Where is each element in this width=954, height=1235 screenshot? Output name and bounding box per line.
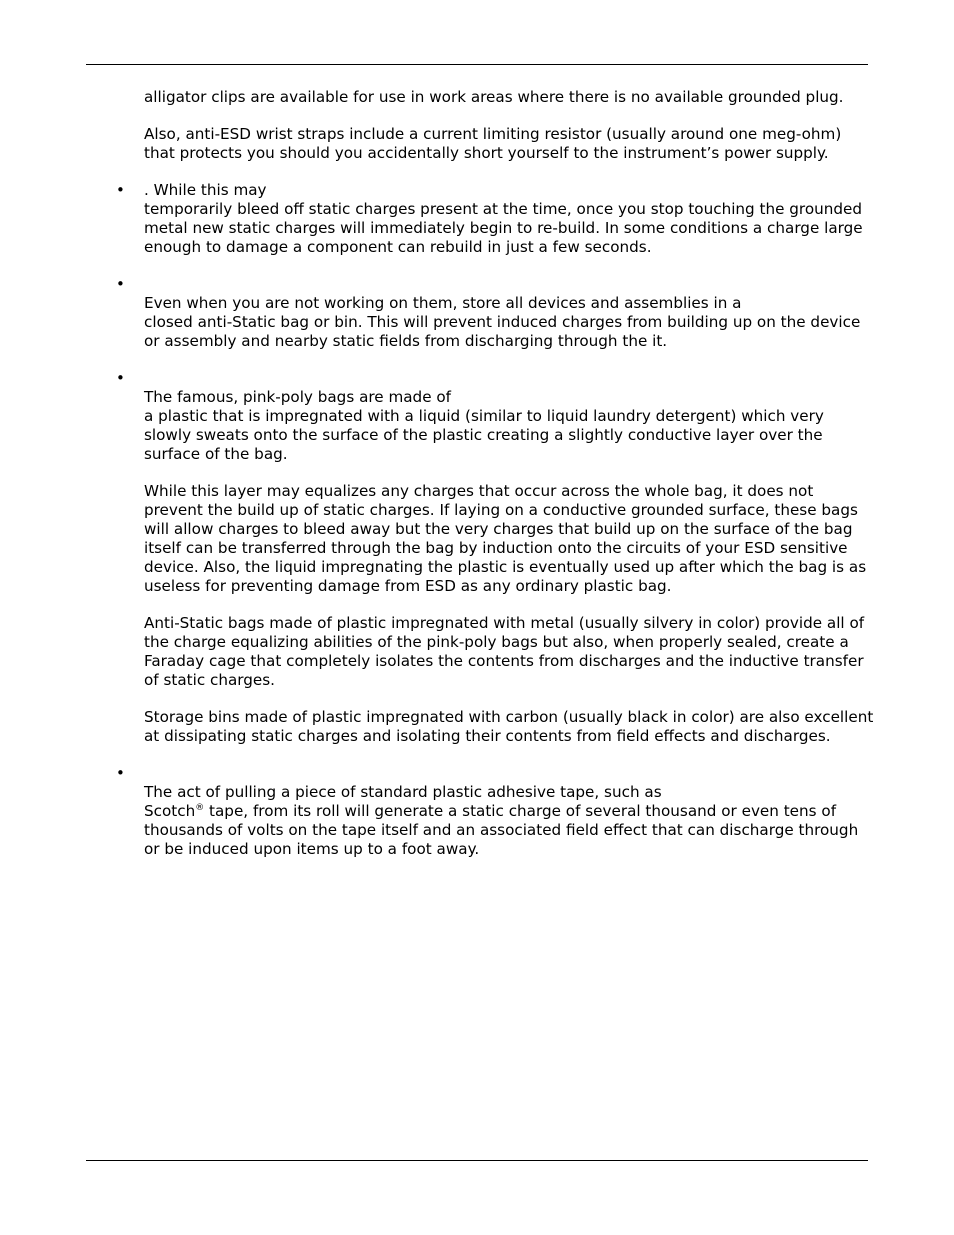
list-item-body-text xyxy=(144,802,874,859)
footer-rule xyxy=(86,1160,868,1161)
paragraph-charge-equalizing: While this layer may equalizes any charges that occur across the whole bag, it does not prevent the build up of static charges. If laying on a conductive grounded surface, these bags will allow charges to bleed away but the very charges that build up on the surface of the bag itself can be transferred through the bag by induction onto the circuits of your ESD sensitive device. Also, the liquid impregnating the plastic is eventually used up after which the bag is as useless for preventing damage from ESD as any ordinary plastic bag. xyxy=(144,482,867,595)
list-item-lead-text: The famous, pink-poly bags are made of xyxy=(144,388,452,406)
list-item-pink-poly-bags xyxy=(116,369,874,746)
list-item-lead-text: The act of pulling a piece of standard plastic adhesive tape, such as xyxy=(144,783,662,801)
paragraph-wrist-strap-clips: alligator clips are available for use in work areas where there is no available grounded plug. xyxy=(144,88,844,106)
header-rule xyxy=(86,64,868,65)
bullet-marker: • xyxy=(116,275,125,293)
list-item-lead-text: Even when you are not working on them, store all devices and assemblies in a xyxy=(144,294,742,312)
bullet-marker: • xyxy=(116,764,125,782)
list-item-body-text: a plastic that is impregnated with a liquid (similar to liquid laundry detergent) which very slowly sweats onto the surface of the plastic creating a slightly conductive layer over the surface of the bag. xyxy=(144,407,824,463)
paragraph-metal-bags: Anti-Static bags made of plastic impregnated with metal (usually silvery in color) provide all of the charge equalizing abilities of the pink-poly bags but also, when properly sealed, create a Faraday cage that completely isolates the contents from discharges and the inductive transfer of static charges. xyxy=(144,614,865,689)
trademark-name: Scotch xyxy=(144,802,196,820)
paragraph-carbon-bins: Storage bins made of plastic impregnated with carbon (usually black in color) are also excellent at dissipating static charges and isolating their contents from field effects and discharges. xyxy=(144,708,874,745)
list-item-body-text: closed anti-Static bag or bin. This will prevent induced charges from building up on the device or assembly and nearby static fields from discharging through the it. xyxy=(144,313,861,350)
list-item-body-text: temporarily bleed off static charges present at the time, once you stop touching the grounded metal new static charges will immediately begin to re-build. In some conditions a charge large enough to damage a component can rebuild in just a few seconds. xyxy=(144,200,863,256)
paragraph-current-limiting-resistor: Also, anti-ESD wrist straps include a current limiting resistor (usually around one meg-ohm) that protects you should you accidentally short yourself to the instrument’s power supply. xyxy=(144,125,842,162)
bullet-marker: • xyxy=(116,181,125,199)
registered-mark: ® xyxy=(195,803,205,813)
list-item-lead-text: . While this may xyxy=(144,181,267,199)
list-item-body-rest: tape, from its roll will generate a static charge of several thousand or even tens of thousands of volts on the tape itself and an associated field effect that can discharge through or be induced upon items up to a foot away. xyxy=(144,802,859,858)
document-body xyxy=(116,88,874,859)
bullet-marker: • xyxy=(116,369,125,387)
list-item-storage xyxy=(116,275,874,351)
list-item-adhesive-tape xyxy=(116,764,874,859)
list-item-grounded-metal xyxy=(116,181,874,257)
